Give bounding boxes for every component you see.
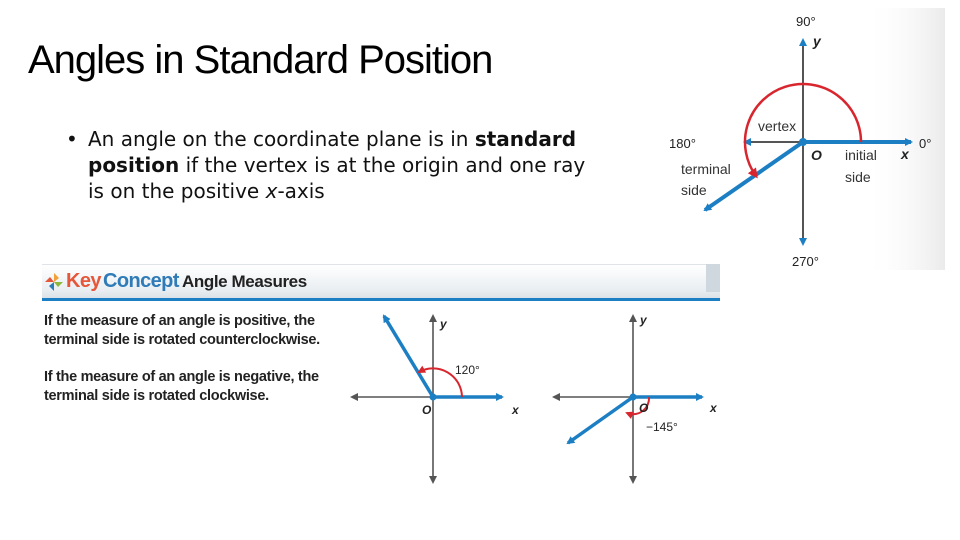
key-concept-title: Angle Measures <box>182 272 307 291</box>
pos-label-x: x <box>512 403 519 417</box>
label-270: 270° <box>792 254 819 269</box>
bullet-text-italic: x <box>265 179 278 203</box>
neg-origin-point <box>630 394 637 401</box>
bullet-text-suffix: -axis <box>277 179 325 203</box>
label-terminal-1: terminal <box>681 161 731 177</box>
key-concept-diagrams <box>42 264 720 494</box>
label-terminal-2: side <box>681 182 707 198</box>
pos-angle-label: 120° <box>455 363 480 377</box>
negative-rule-text: If the measure of an angle is negative, the terminal side is rotated clockwise. <box>44 369 319 404</box>
label-initial-2: side <box>845 169 871 185</box>
label-y: y <box>813 33 821 49</box>
neg-terminal-ray <box>568 397 633 443</box>
label-vertex: vertex <box>758 118 797 134</box>
bullet-text-bold: standard position <box>88 127 577 177</box>
neg-label-y: y <box>640 313 647 327</box>
pos-label-y: y <box>440 317 447 331</box>
negative-angle-diagram <box>554 313 718 482</box>
label-0: 0° <box>919 136 932 151</box>
positive-angle-diagram <box>352 316 520 482</box>
positive-rule-text: If the measure of an angle is positive, the terminal side is rotated counterclockwise. <box>44 313 320 348</box>
neg-label-x: x <box>710 401 717 415</box>
edge-shade <box>865 8 945 270</box>
key-concept-panel <box>42 264 720 494</box>
pos-label-origin: O <box>422 403 432 417</box>
concept-word: Concept <box>103 270 179 292</box>
bullet-text-prefix: An angle on the coordinate plane is in <box>88 127 469 151</box>
label-origin: O <box>811 147 822 163</box>
vertex-point <box>799 138 807 146</box>
panel-edge-mark <box>706 264 720 292</box>
neg-angle-label: −145° <box>646 420 678 434</box>
bullet-point <box>66 126 586 204</box>
pos-origin-point <box>430 394 437 401</box>
standard-position-diagram <box>665 8 945 270</box>
label-90: 90° <box>796 14 816 29</box>
bullet-text <box>88 126 586 204</box>
key-word: Key <box>66 270 101 292</box>
label-initial-1: initial <box>845 147 877 163</box>
bullet-dot: • <box>66 127 78 151</box>
bullet-text-middle: if the vertex is at the origin and one ray is on the positive <box>88 153 586 203</box>
neg-label-origin: O <box>639 401 649 415</box>
label-180: 180° <box>669 136 696 151</box>
pos-terminal-ray <box>384 316 433 397</box>
slide-title: Angles in Standard Position <box>28 38 493 82</box>
label-x: x <box>901 146 909 162</box>
